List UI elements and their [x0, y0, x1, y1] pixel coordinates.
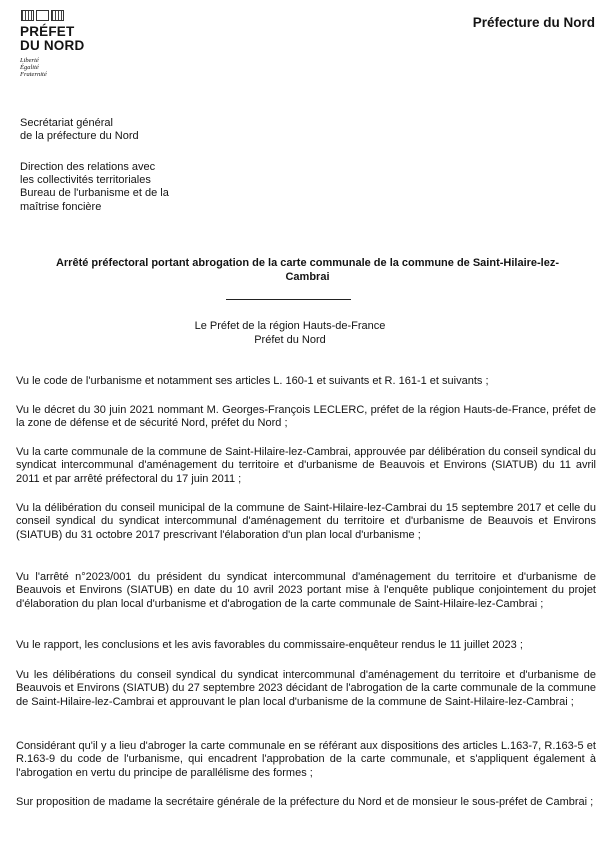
- signatory-line: Le Préfet de la région Hauts-de-France: [194, 320, 386, 332]
- clause-rapport-commissaire: Vu le rapport, les conclusions et les avis favorables du commissaire-enquêteur rendus le 11 juillet 2023 ;: [16, 639, 523, 651]
- logo-motto: [20, 57, 110, 78]
- prefet-logo: [20, 10, 110, 78]
- logo-line-2: DU NORD: [20, 38, 85, 53]
- signatory-block: [150, 320, 430, 347]
- direction-line: les collectivités territoriales: [20, 174, 151, 187]
- prefecture-header: Préfecture du Nord: [472, 15, 595, 30]
- title-line: Arrêté préfectoral portant abrogation de la carte communale de la commune de Saint-Hilaire-lez-: [55, 257, 560, 269]
- clause-arrete-enquete: Vu l'arrêté n°2023/001 du président du syndicat intercommunal d'aménagement du territoire et d'urbanisme de Beauvois et Environs (SIATUB) en date du 10 avril 2023 portant mise à l'enquête publique conjointement du projet d'élaboration du plan local d'urbanisme et d'abrogation de la carte communale de Saint-Hilaire-lez-Cambrai ;: [16, 571, 596, 610]
- document-title: [20, 257, 595, 284]
- clause-deliberations-siatub: Vu les délibérations du conseil syndical du syndicat intercommunal d'aménagement du territoire et d'urbanisme de Beauvois et Environs (SIATUB) du 27 septembre 2023 décidant de l'abrogation de la carte communale de la commune de Saint-Hilaire-lez-Cambrai et approuvant le plan local d'urbanisme de la commune de Saint-Hilaire-lez-Cambrai ;: [16, 669, 596, 708]
- motto-liberte: Liberté: [20, 57, 39, 64]
- clause-code-urbanisme: Vu le code de l'urbanisme et notamment ses articles L. 160-1 et suivants et R. 161-1 et suivants ;: [16, 375, 489, 387]
- clause-carte-communale: Vu la carte communale de la commune de Saint-Hilaire-lez-Cambrai, approuvée par délibération du conseil syndical du syndicat intercommunal d'aménagement du territoire et d'urbanisme de Beauvois et Environs (SIATUB) du 11 avril 2011 et par arrêté préfectoral du 17 juin 2011 ;: [16, 446, 596, 485]
- logo-line-1: PRÉFET: [20, 24, 75, 39]
- secretariat-line: Secrétariat général: [20, 117, 113, 129]
- motto-fraternite: Fraternité: [20, 71, 47, 78]
- signatory-line: Préfet du Nord: [254, 333, 326, 346]
- secretariat-line: de la préfecture du Nord: [20, 130, 139, 143]
- direction-line: Bureau de l'urbanisme et de la: [20, 187, 169, 200]
- secretariat-block: [20, 117, 220, 143]
- clause-decret-prefet: Vu le décret du 30 juin 2021 nommant M. Georges-François LECLERC, préfet de la région Hauts-de-France, préfet de la zone de défense et de sécurité Nord, préfet du Nord ;: [16, 404, 596, 430]
- direction-block: [20, 161, 220, 214]
- clause-considerant: Considérant qu'il y a lieu d'abroger la carte communale en se référant aux dispositions des articles L.163-7, R.163-5 et R.163-9 du code de l'urbanisme, qui encadrent l'approbation de la carte communale, et s'appliquent également à l'abrogation en vertu du principe de parallélisme des formes ;: [16, 740, 596, 779]
- motto-egalite: Égalité: [20, 64, 39, 71]
- direction-line: Direction des relations avec: [20, 161, 156, 173]
- clause-deliberation-plu: Vu la délibération du conseil municipal de la commune de Saint-Hilaire-lez-Cambrai du 15 septembre 2017 et celle du conseil syndical du syndicat intercommunal d'aménagement du territoire et d'urbanisme de Beauvois et Environs (SIATUB) du 31 octobre 2017 prescrivant l'élaboration d'un plan local d'urbanisme ;: [16, 502, 596, 541]
- clause-proposition: Sur proposition de madame la secrétaire générale de la préfecture du Nord et de monsieur le sous-préfet de Cambrai ;: [16, 796, 594, 808]
- direction-line: maîtrise foncière: [20, 200, 102, 213]
- marianne-emblem-icon: [21, 10, 110, 21]
- title-divider: [226, 299, 351, 300]
- title-line: Cambrai: [285, 270, 330, 283]
